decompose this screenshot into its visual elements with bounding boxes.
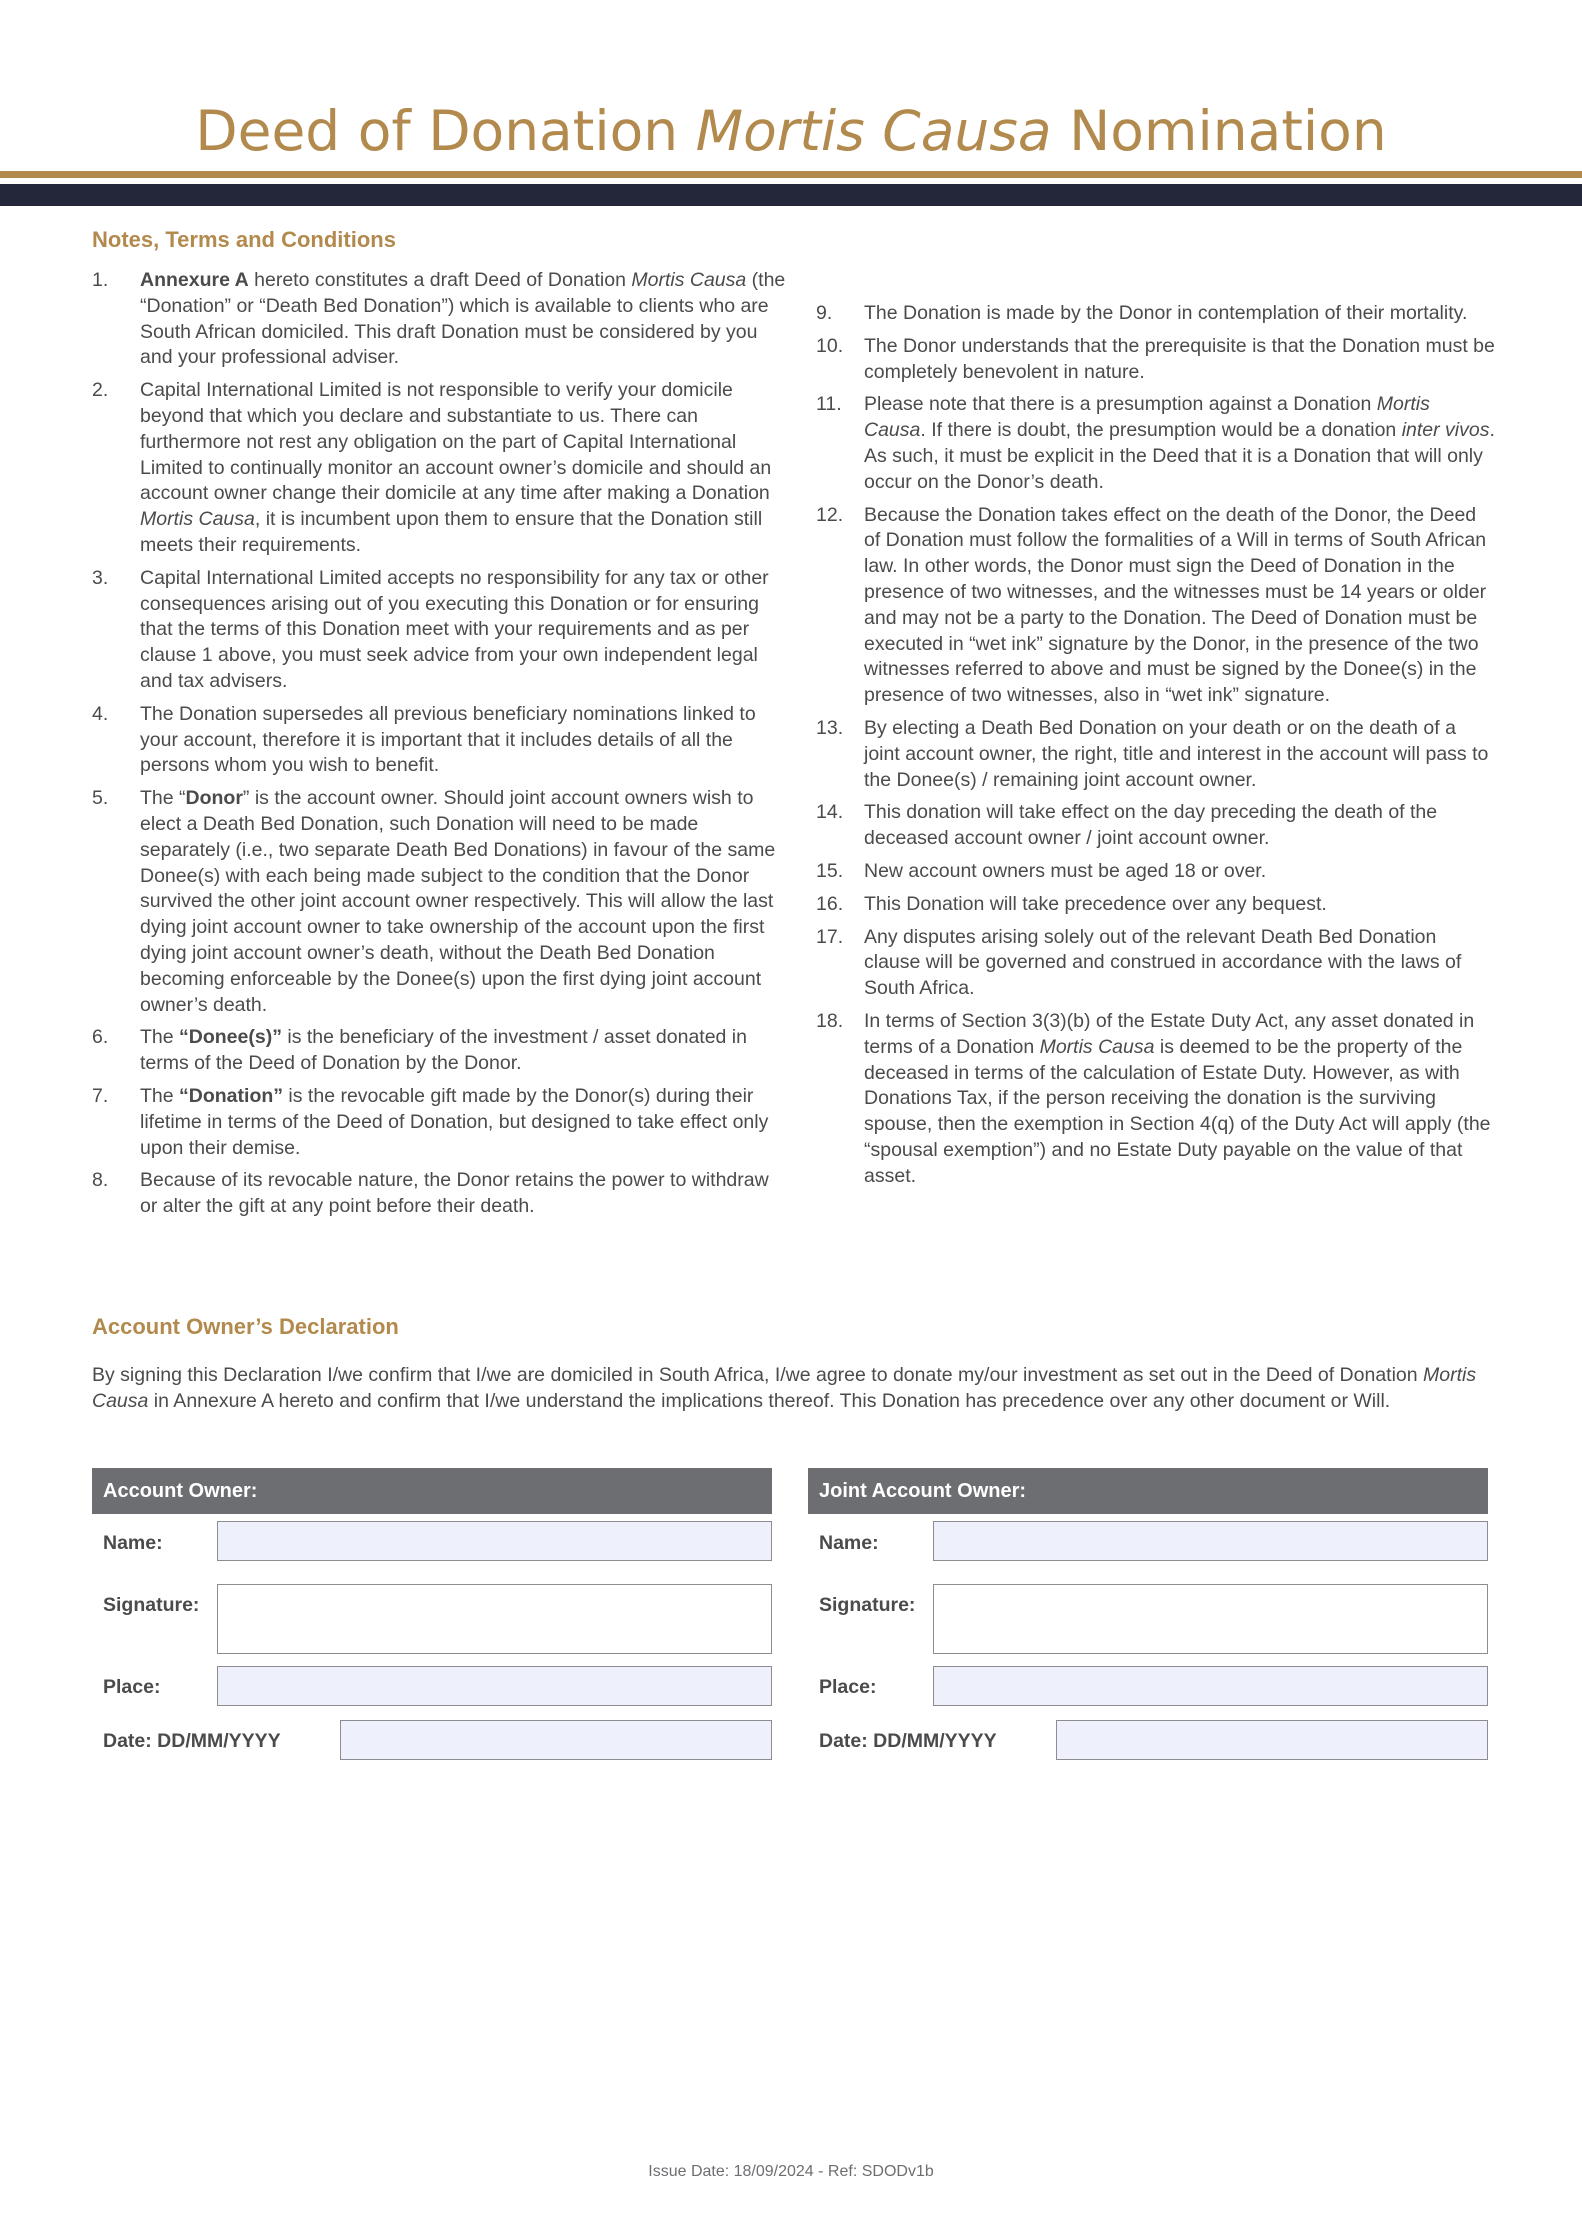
signature-label: Signature: [103, 1594, 200, 1616]
note-item [816, 503, 1496, 709]
note-text-segment: New account owners must be aged 18 or over. [864, 859, 1267, 882]
title-italic: Mortis Causa [695, 99, 1052, 163]
note-text-segment: The Donor understands that the prerequisite is that the Donation must be completely benevolent in nature. [864, 334, 1495, 383]
note-text-segment: “Donation” [179, 1084, 284, 1107]
note-text [140, 1026, 747, 1074]
note-item [816, 392, 1496, 495]
joint-place-label: Place: [819, 1676, 877, 1698]
note-text-segment: hereto constitutes a draft Deed of Donation [248, 269, 632, 291]
title-part1: Deed of Donation [195, 99, 696, 163]
note-number: 7. [92, 1084, 109, 1107]
joint-name-label: Name: [819, 1532, 879, 1554]
note-text [864, 335, 1495, 383]
note-text-segment: ” is the account owner. Should joint account owners wish to elect a Death Bed Donation, such Donation will need to be made separately (i.e., two separate Death Bed Donations) in favour of the same Donee(s) with each being made subject to the condition that the Donor survived the other joint account owner respectively. This will allow the last dying joint account owner to take ownership of the account upon the first dying joint account owner’s death, without the Death Bed Donation becoming enforceable by the Donee(s) upon the first dying joint account owner’s death. [140, 787, 776, 1016]
note-number: 10. [816, 334, 844, 357]
account-owner-header: Account Owner: [92, 1468, 772, 1514]
date-label: Date: DD/MM/YYYY [103, 1730, 281, 1752]
declaration-text-part2: in Annexure A hereto and confirm that I/we understand the implications thereof. This Donation has precedence over any other document or Will. [148, 1390, 1391, 1412]
note-number: 16. [816, 892, 844, 915]
title-rule-gold [0, 171, 1582, 178]
note-text-segment: Mortis Causa [1039, 1035, 1155, 1058]
note-text-segment: is deemed to be the property of the deceased in terms of the calculation of Estate Duty. However, as with Donations Tax, if the person receiving the donation is the surviving spouse, then the exemption in Section 4(q) of the Duty Act will apply (the “spousal exemption”) and no Estate Duty payable on the value of that asset. [864, 1035, 1491, 1187]
note-item [816, 925, 1496, 1002]
note-text-segment: The [140, 1026, 180, 1049]
note-text [864, 504, 1486, 707]
note-item [816, 1009, 1496, 1190]
note-text-segment: inter vivos [1401, 419, 1490, 442]
note-item [92, 702, 786, 779]
note-text-segment: This Donation will take precedence over any bequest. [864, 892, 1327, 915]
note-item [92, 786, 786, 1018]
note-text-segment: Mortis Causa [631, 269, 747, 291]
note-item [92, 1025, 786, 1077]
place-field[interactable] [217, 1666, 772, 1706]
note-text-segment: Please note that there is a presumption against a Donation [864, 393, 1377, 416]
note-item [816, 716, 1496, 793]
note-text [864, 717, 1488, 791]
note-text [864, 926, 1461, 1000]
note-item [816, 892, 1496, 918]
declaration-heading: Account Owner’s Declaration [92, 1314, 399, 1339]
note-text-segment: The Donation is made by the Donor in contemplation of their mortality. [864, 302, 1468, 324]
joint-date-field[interactable] [1056, 1720, 1488, 1760]
joint-date-label: Date: DD/MM/YYYY [819, 1730, 997, 1752]
note-number: 18. [816, 1009, 844, 1032]
note-text [864, 860, 1266, 882]
note-item [92, 566, 786, 695]
note-text-segment: (the “Donation” or “Death Bed Donation”) which is available to clients who are South African domiciled. This draft Donation must be considered by you and your professional adviser. [140, 269, 786, 369]
declaration-text [92, 1362, 1502, 1414]
note-text-segment: . If there is doubt, the presumption would be a donation [920, 419, 1402, 442]
note-number: 12. [816, 503, 844, 526]
title-rule-dark [0, 184, 1582, 206]
notes-column-right [816, 301, 1496, 1197]
note-text-segment: By electing a Death Bed Donation on your death or on the death of a joint account owner, the right, title and interest in the account will pass to the Donee(s) / remaining joint account owner. [864, 716, 1489, 791]
note-number: 2. [92, 379, 109, 402]
note-number: 17. [816, 925, 844, 948]
joint-account-owner-form [808, 1468, 1488, 1768]
note-text [140, 703, 756, 777]
declaration-text-part1: By signing this Declaration I/we confirm that I/we are domiciled in South Africa, I/we agree to donate my/our investment as set out in the Deed of Donation [92, 1364, 1424, 1386]
note-number: 13. [816, 716, 844, 739]
note-text [140, 379, 771, 556]
name-label: Name: [103, 1532, 163, 1554]
joint-signature-field[interactable] [933, 1584, 1488, 1654]
note-item [92, 378, 786, 559]
note-item [816, 859, 1496, 885]
note-text-segment: . As such, it must be explicit in the Deed that it is a Donation that will only occur on the Donor’s death. [864, 419, 1495, 493]
name-field[interactable] [217, 1521, 772, 1561]
note-text-segment: In terms of Section 3(3)(b) of the Estate Duty Act, any asset donated in terms of a Donation [864, 1009, 1475, 1058]
note-number: 8. [92, 1169, 109, 1192]
note-text-segment: Mortis Causa [864, 393, 1430, 442]
note-text-segment: The Donation supersedes all previous beneficiary nominations linked to your account, therefore it is important that it includes details of all the persons whom you wish to benefit. [140, 702, 756, 777]
note-text-segment: Mortis Causa [140, 508, 255, 531]
note-text [864, 893, 1327, 915]
joint-place-field[interactable] [933, 1666, 1488, 1706]
title-part2: Nomination [1051, 99, 1387, 163]
note-text [864, 302, 1467, 324]
date-field[interactable] [340, 1720, 772, 1760]
joint-name-field[interactable] [933, 1521, 1488, 1561]
declaration-text-italic: Mortis Causa [92, 1364, 1477, 1412]
note-text [140, 1169, 769, 1217]
note-number: 5. [92, 787, 109, 810]
note-number: 1. [92, 269, 109, 291]
note-item [92, 268, 786, 371]
note-text [140, 269, 785, 368]
note-text [140, 787, 775, 1015]
note-text-segment: The [140, 1084, 180, 1107]
note-number: 6. [92, 1026, 109, 1049]
document-title [0, 95, 1582, 167]
notes-heading: Notes, Terms and Conditions [92, 227, 396, 252]
note-text-segment: Capital International Limited is not responsible to verify your domicile beyond that which you declare and substantiate to us. There can furthermore not rest any obligation on the part of Capital International Limited to continually monitor an account owner’s domicile and should an account owner change their domicile at any time after making a Donation [140, 379, 772, 505]
note-text-segment: , it is incumbent upon them to ensure that the Donation still meets their requirements. [140, 508, 763, 556]
note-item [92, 1084, 786, 1161]
note-text-segment: Donor [185, 787, 243, 810]
note-number: 14. [816, 801, 844, 824]
note-text-segment: Any disputes arising solely out of the relevant Death Bed Donation clause will be governed and construed in accordance with the laws of South Africa. [864, 925, 1462, 1000]
note-number: 9. [816, 302, 833, 324]
note-text [140, 1085, 768, 1159]
note-number: 3. [92, 566, 109, 589]
note-item [816, 800, 1496, 852]
note-item [92, 1168, 786, 1220]
note-item [816, 334, 1496, 386]
note-text [864, 393, 1495, 492]
note-text [864, 1010, 1491, 1187]
notes-column-left [92, 268, 786, 1227]
note-text-segment: Because the Donation takes effect on the death of the Donor, the Deed of Donation must follow the formalities of a Will in terms of South African law. In other words, the Donor must sign the Deed of Donation in the presence of two witnesses, and the witnesses must be 14 years or older and may not be a party to the Donation. The Deed of Donation must be executed in “wet ink” signature by the Donor, in the presence of the two witnesses referred to above and must be signed by the Donee(s) in the presence of two witnesses, also in “wet ink” signature. [864, 503, 1487, 707]
note-text [864, 801, 1437, 849]
footer-issue-date: Issue Date: 18/09/2024 - Ref: SDODv1b [648, 2163, 934, 2180]
signature-field[interactable] [217, 1584, 772, 1654]
note-text-segment: is the revocable gift made by the Donor(s) during their lifetime in terms of the Deed of Donation, but designed to take effect only upon their demise. [140, 1084, 769, 1159]
note-text-segment: “Donee(s)” [179, 1026, 282, 1049]
account-owner-form [92, 1468, 772, 1768]
note-item [816, 301, 1496, 327]
note-text-segment: This donation will take effect on the day preceding the death of the deceased account owner / joint account owner. [864, 801, 1438, 850]
note-text-segment: Because of its revocable nature, the Donor retains the power to withdraw or alter the gift at any point before their death. [140, 1169, 769, 1218]
note-text-segment: Capital International Limited accepts no responsibility for any tax or other consequences arising out of you executing this Donation or for ensuring that the terms of this Donation meet with your requirements and as per clause 1 above, you must seek advice from your own independent legal and tax advisers. [140, 566, 769, 692]
joint-signature-label: Signature: [819, 1594, 916, 1616]
place-label: Place: [103, 1676, 161, 1698]
note-number: 11. [816, 393, 842, 416]
note-number: 4. [92, 702, 109, 725]
note-text-segment: Annexure A [140, 269, 249, 291]
note-text [140, 567, 769, 692]
joint-account-owner-header: Joint Account Owner: [808, 1468, 1488, 1514]
note-number: 15. [816, 859, 844, 882]
note-text-segment: is the beneficiary of the investment / asset donated in terms of the Deed of Donation by the Donor. [140, 1026, 747, 1075]
note-text-segment: The “ [140, 787, 186, 810]
